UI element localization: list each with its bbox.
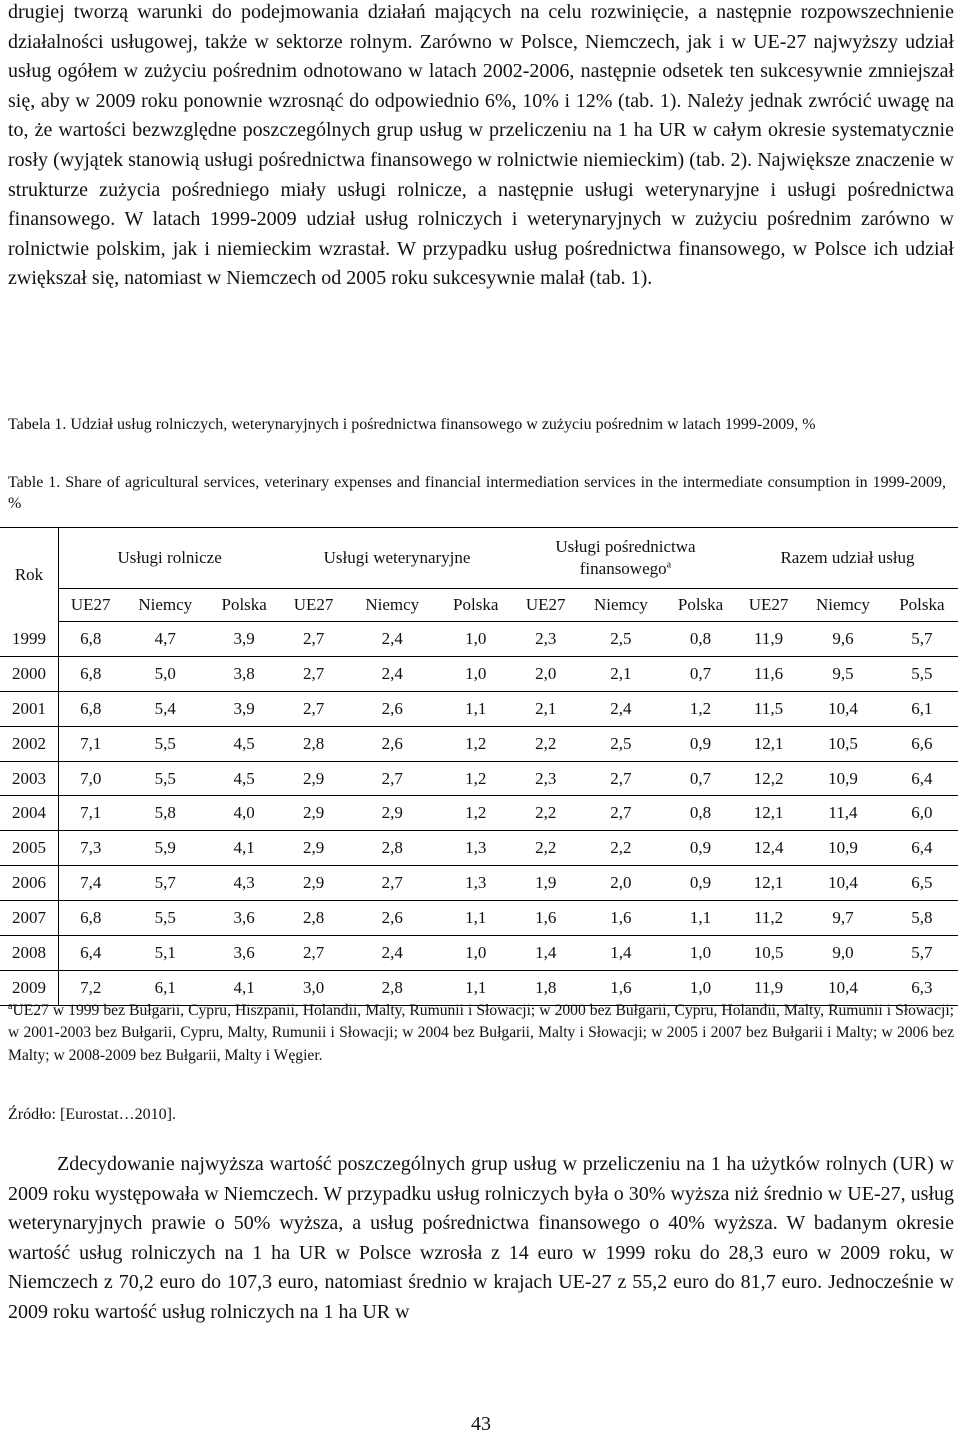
table-cell: 2,7 (578, 796, 665, 831)
table-cell: 2,4 (347, 936, 438, 971)
footnote-mark: a (8, 1000, 13, 1012)
table-cell: 2,9 (280, 866, 347, 901)
subheader-cell: Niemcy (347, 589, 438, 622)
table-cell: 2,7 (347, 866, 438, 901)
header-group-financial-line2: finansowego (579, 559, 667, 578)
table-cell: 0,9 (664, 726, 737, 761)
table-cell: 2,8 (280, 901, 347, 936)
header-group-agricultural: Usługi rolnicze (117, 548, 222, 567)
table-cell: 2,2 (514, 831, 578, 866)
table-row (0, 796, 958, 831)
subheader-cell: Niemcy (800, 589, 886, 622)
subheader-cell: Niemcy (578, 589, 665, 622)
table-cell: 3,6 (208, 936, 280, 971)
table-cell: 1,4 (578, 936, 665, 971)
row-year: 2008 (0, 936, 59, 971)
table-cell: 5,5 (886, 656, 958, 691)
table-cell: 2,8 (280, 726, 347, 761)
table-cell: 0,8 (664, 796, 737, 831)
table-row (0, 761, 958, 796)
table-cell: 2,5 (578, 726, 665, 761)
table-row (0, 901, 958, 936)
header-group-financial-line1: Usługi pośrednictwa (555, 537, 696, 556)
row-year: 2006 (0, 866, 59, 901)
row-year: 2002 (0, 726, 59, 761)
table-cell: 4,5 (208, 761, 280, 796)
subheader-cell: Polska (208, 589, 280, 622)
header-group-total: Razem udział usług (780, 548, 915, 567)
table-cell: 1,1 (438, 691, 514, 726)
table-cell: 12,2 (737, 761, 800, 796)
table-cell: 5,5 (122, 726, 208, 761)
table-cell: 0,8 (664, 622, 737, 657)
table-cell: 1,4 (514, 936, 578, 971)
subheader-cell: Niemcy (122, 589, 208, 622)
table-cell: 1,9 (514, 866, 578, 901)
table-cell: 6,8 (59, 901, 123, 936)
table-cell: 2,4 (347, 656, 438, 691)
table-cell: 1,0 (438, 656, 514, 691)
table-cell: 9,0 (800, 936, 886, 971)
table-cell: 5,4 (122, 691, 208, 726)
table-cell: 10,4 (800, 691, 886, 726)
table-row (0, 691, 958, 726)
table-cell: 0,9 (664, 866, 737, 901)
table-cell: 10,9 (800, 831, 886, 866)
data-table-wrapper (0, 527, 960, 1006)
table-cell: 6,4 (59, 936, 123, 971)
table-cell: 12,4 (737, 831, 800, 866)
table-cell: 5,7 (886, 622, 958, 657)
table-cell: 1,3 (438, 866, 514, 901)
table-cell: 6,5 (886, 866, 958, 901)
subheader-row (0, 589, 958, 622)
table-cell: 3,9 (208, 622, 280, 657)
table-cell: 7,4 (59, 866, 123, 901)
table-cell: 1,3 (438, 831, 514, 866)
row-year: 2003 (0, 761, 59, 796)
table-cell: 9,6 (800, 622, 886, 657)
table-cell: 2,6 (347, 726, 438, 761)
table-cell: 3,8 (208, 656, 280, 691)
table-cell: 2,7 (280, 936, 347, 971)
subheader-cell: UE27 (514, 589, 578, 622)
table-cell: 2,9 (280, 761, 347, 796)
table-cell: 10,5 (737, 936, 800, 971)
table-cell: 6,0 (886, 796, 958, 831)
table-row (0, 656, 958, 691)
table-cell: 2,2 (578, 831, 665, 866)
subheader-cell: Polska (664, 589, 737, 622)
table-cell: 11,9 (737, 622, 800, 657)
table-row (0, 831, 958, 866)
table-cell: 1,6 (578, 901, 665, 936)
table-cell: 1,6 (578, 970, 665, 1005)
table-cell: 2,0 (578, 866, 665, 901)
row-year: 1999 (0, 622, 59, 657)
table-cell: 7,1 (59, 726, 123, 761)
table-cell: 1,1 (438, 901, 514, 936)
table-cell: 11,9 (737, 970, 800, 1005)
subheader-cell: Polska (438, 589, 514, 622)
table-cell: 7,1 (59, 796, 123, 831)
table-cell: 2,5 (578, 622, 665, 657)
table-footnote (8, 1000, 954, 1067)
row-year: 2000 (0, 656, 59, 691)
subheader-cell: UE27 (280, 589, 347, 622)
table-cell: 6,4 (886, 761, 958, 796)
table-cell: 2,9 (280, 796, 347, 831)
table-cell: 1,1 (438, 970, 514, 1005)
table-cell: 5,0 (122, 656, 208, 691)
table-caption-en: Table 1. Share of agricultural services, veterinary expenses and financial intermediation services in the intermediate consumption in 1999-2009, % (8, 474, 946, 512)
table-cell: 3,9 (208, 691, 280, 726)
table-caption-pl: Tabela 1. Udział usług rolniczych, weterynaryjnych i pośrednictwa finansowego w zużyciu pośrednim w latach 1999-2009, % (8, 416, 816, 433)
table-cell: 2,9 (347, 796, 438, 831)
paragraph-top: drugiej tworzą warunki do podejmowania działań mających na celu rozwinięcie, a następnie rozpowszechnienie działalności usługowej, także w sektorze rolnym. Zarówno w Polsce, Niemczech, jak i w UE-27 najwyższy udział usług ogółem w zużyciu pośrednim odnotowano w latach 2002-2006, następnie odsetek ten sukcesywnie zmniejszał się, aby w 2009 roku ponownie wzrosnąć do odpowiednio 6%, 10% i 12% (tab. 1). Należy jednak zwrócić uwagę na to, że wartości bezwzględne poszczególnych grup usług w przeliczeniu na 1 ha UR w całym okresie systematycznie rosły (wyjątek stanowią usługi pośrednictwa finansowego w rolnictwie niemieckim) (tab. 2). Największe znaczenie w strukturze zużycia pośredniego miały usługi rolnicze, a następnie usługi weterynaryjne i usługi pośrednictwa finansowego. W latach 1999-2009 udział usług rolniczych i weterynaryjnych w zużyciu pośrednim zarówno w rolnictwie polskim, jak i niemieckim wzrastał. W przypadku usług pośrednictwa finansowego, w Polsce ich udział zwiększał się, natomiast w Niemczech od 2005 roku sukcesywnie malał (tab. 1). (8, 1, 954, 290)
table-cell: 4,1 (208, 831, 280, 866)
table-cell: 4,5 (208, 726, 280, 761)
table-cell: 6,4 (886, 831, 958, 866)
table-cell: 2,8 (347, 970, 438, 1005)
table-cell: 2,2 (514, 796, 578, 831)
table-cell: 10,5 (800, 726, 886, 761)
table-cell: 1,1 (664, 901, 737, 936)
table-cell: 0,7 (664, 656, 737, 691)
table-row (0, 936, 958, 971)
table-cell: 1,2 (438, 726, 514, 761)
table-cell: 5,8 (886, 901, 958, 936)
table-cell: 2,7 (280, 622, 347, 657)
header-group-financial (514, 528, 737, 589)
table-cell: 5,7 (886, 936, 958, 971)
subheader-cell: Polska (886, 589, 958, 622)
table-cell: 7,0 (59, 761, 123, 796)
table-cell: 6,8 (59, 656, 123, 691)
row-year: 2001 (0, 691, 59, 726)
table-cell: 12,1 (737, 796, 800, 831)
table-cell: 5,8 (122, 796, 208, 831)
table-cell: 9,5 (800, 656, 886, 691)
table-cell: 2,7 (280, 691, 347, 726)
table-cell: 7,2 (59, 970, 123, 1005)
table-cell: 11,6 (737, 656, 800, 691)
table-cell: 2,1 (514, 691, 578, 726)
table-cell: 9,7 (800, 901, 886, 936)
header-group-veterinary: Usługi weterynaryjne (323, 548, 471, 567)
paragraph-bottom: Zdecydowanie najwyższa wartość poszczególnych grup usług w przeliczeniu na 1 ha użytków rolnych (UR) w 2009 roku występowała w Niemczech. W przypadku usług rolniczych była o 30% wyższa niż średnio w UE-27, usług weterynaryjnych prawie o 50% wyższa, a usług pośrednictwa finansowego o 40% wyższa. W badanym okresie wartość usług rolniczych na 1 ha UR w Polsce wzrosła z 14 euro w 1999 roku do 28,3 euro w 2009 roku, w Niemczech z 70,2 euro do 107,3 euro, natomiast średnio w krajach UE-27 z 55,2 euro do 81,7 euro. Jednocześnie w 2009 roku wartość usług rolniczych na 1 ha UR w (8, 1153, 954, 1323)
table-cell: 4,0 (208, 796, 280, 831)
row-year: 2005 (0, 831, 59, 866)
services-share-table (0, 527, 958, 1006)
table-cell: 12,1 (737, 866, 800, 901)
table-cell: 1,0 (664, 936, 737, 971)
table-cell: 6,1 (122, 970, 208, 1005)
table-cell: 2,4 (578, 691, 665, 726)
table-cell: 1,2 (438, 796, 514, 831)
table-cell: 1,8 (514, 970, 578, 1005)
table-cell: 5,5 (122, 761, 208, 796)
table-cell: 5,1 (122, 936, 208, 971)
row-year: 2009 (0, 970, 59, 1005)
table-cell: 6,8 (59, 691, 123, 726)
table-source: Źródło: [Eurostat…2010]. (8, 1106, 176, 1123)
table-row (0, 866, 958, 901)
table-cell: 2,4 (347, 622, 438, 657)
table-cell: 5,9 (122, 831, 208, 866)
table-cell: 2,1 (578, 656, 665, 691)
table-cell: 10,4 (800, 970, 886, 1005)
footnote-text: UE27 w 1999 bez Bułgarii, Cypru, Hiszpanii, Holandii, Malty, Rumunii i Słowacji; w 2000 bez Bułgarii, Cypru, Holandii, Malty, Rumunii i Słowacji; w 2001-2003 bez Bułgarii, Cypru, Malty, Rumunii i Słowacji; w 2004 bez Bułgarii, Malty i Słowacji; w 2005 i 2007 bez Bułgarii i Malty; w 2006 bez Malty; w 2008-2009 bez Bułgarii, Malty i Węgier. (8, 1002, 954, 1064)
table-cell: 6,3 (886, 970, 958, 1005)
table-cell: 12,1 (737, 726, 800, 761)
table-cell: 0,7 (664, 761, 737, 796)
table-cell: 11,4 (800, 796, 886, 831)
table-row (0, 726, 958, 761)
table-cell: 4,1 (208, 970, 280, 1005)
table-cell: 2,7 (280, 656, 347, 691)
row-year: 2007 (0, 901, 59, 936)
table-cell: 6,1 (886, 691, 958, 726)
table-cell: 10,4 (800, 866, 886, 901)
table-cell: 5,5 (122, 901, 208, 936)
table-cell: 7,3 (59, 831, 123, 866)
subheader-cell: UE27 (59, 589, 123, 622)
table-cell: 2,6 (347, 691, 438, 726)
table-cell: 2,6 (347, 901, 438, 936)
table-cell: 2,7 (347, 761, 438, 796)
table-cell: 5,7 (122, 866, 208, 901)
table-cell: 2,2 (514, 726, 578, 761)
table-cell: 2,9 (280, 831, 347, 866)
table-cell: 0,9 (664, 831, 737, 866)
table-cell: 10,9 (800, 761, 886, 796)
subheader-cell: UE27 (737, 589, 800, 622)
table-cell: 4,7 (122, 622, 208, 657)
table-cell: 11,2 (737, 901, 800, 936)
table-body (0, 622, 958, 1006)
header-footnote-mark: a (666, 559, 672, 571)
table-cell: 2,0 (514, 656, 578, 691)
table-cell: 1,0 (664, 970, 737, 1005)
table-cell: 6,6 (886, 726, 958, 761)
table-cell: 1,2 (664, 691, 737, 726)
table-cell: 6,8 (59, 622, 123, 657)
table-cell: 1,6 (514, 901, 578, 936)
table-cell: 1,0 (438, 936, 514, 971)
page-number: 43 (471, 1413, 491, 1435)
table-cell: 2,8 (347, 831, 438, 866)
table-cell: 2,3 (514, 622, 578, 657)
table-cell: 1,2 (438, 761, 514, 796)
table-cell: 11,5 (737, 691, 800, 726)
table-cell: 3,0 (280, 970, 347, 1005)
table-cell: 4,3 (208, 866, 280, 901)
header-rok: Rok (0, 528, 59, 622)
table-cell: 2,3 (514, 761, 578, 796)
table-cell: 3,6 (208, 901, 280, 936)
table-cell: 1,0 (438, 622, 514, 657)
table-cell: 2,7 (578, 761, 665, 796)
table-row (0, 622, 958, 657)
row-year: 2004 (0, 796, 59, 831)
